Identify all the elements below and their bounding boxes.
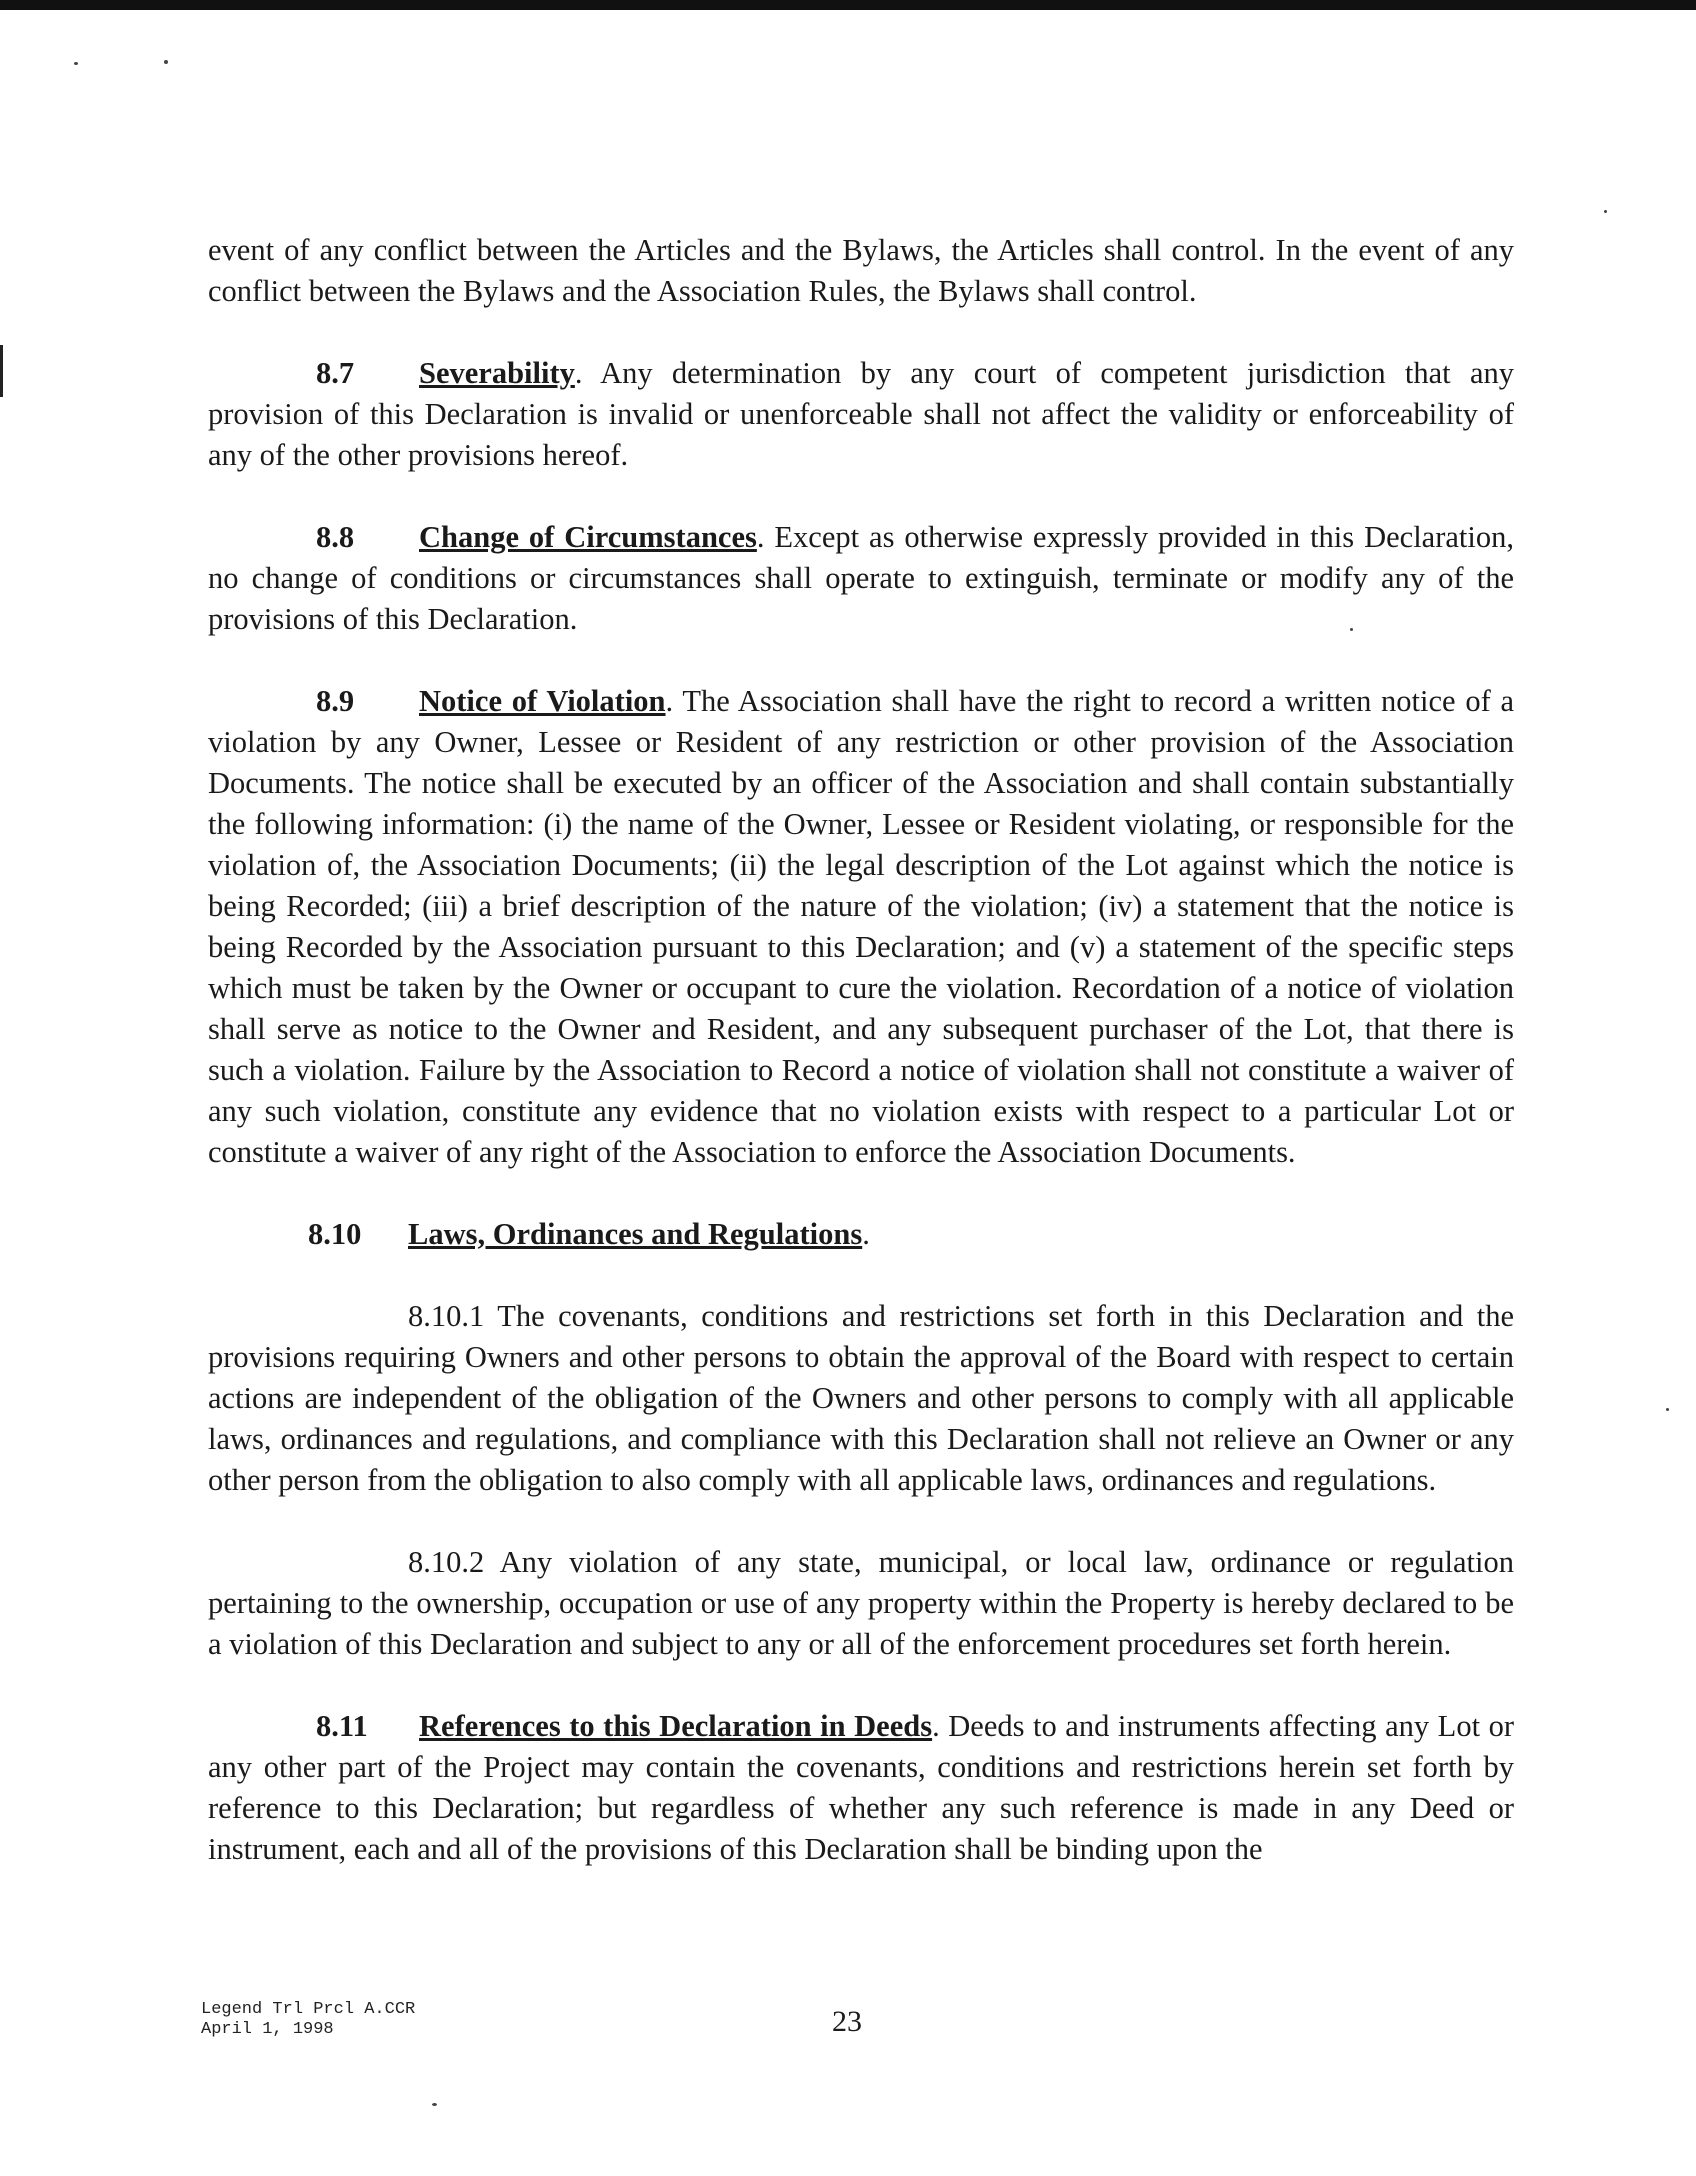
page-number: 23	[832, 2005, 862, 2038]
subsection-body: Any violation of any state, municipal, or local law, ordinance or regulation pertaining to the ownership, occupation or use of any property within the Property is hereby declared to be a violation of this Declaration and subject to any or all of the enforcement procedures set forth herein.	[208, 1545, 1514, 1661]
section-8-7	[208, 353, 1514, 476]
subsection-8-10-2	[208, 1542, 1514, 1665]
section-number: 8.8	[316, 520, 355, 554]
section-title: References to this Declaration in Deeds	[419, 1709, 933, 1743]
section-body: .	[862, 1217, 870, 1251]
section-number: 8.9	[316, 684, 355, 718]
section-number: 8.11	[316, 1709, 368, 1743]
section-8-11	[208, 1706, 1514, 1870]
scan-speck	[432, 2103, 437, 2106]
section-number: 8.10	[308, 1217, 362, 1251]
scan-top-border	[0, 0, 1696, 10]
section-title: Severability	[419, 356, 575, 390]
document-body	[208, 230, 1514, 1870]
scan-speck	[1604, 210, 1607, 213]
section-title: Laws, Ordinances and Regulations	[408, 1217, 863, 1251]
section-title: Change of Circumstances	[419, 520, 757, 554]
section-8-10-heading	[208, 1214, 1514, 1255]
section-body: . Except as otherwise expressly provided in this Declaration, no change of conditions or circumstances shall operate to extinguish, terminate or modify any of the provisions of this Declaration.	[208, 520, 1514, 636]
section-title: Notice of Violation	[419, 684, 666, 718]
subsection-body: The covenants, conditions and restrictions set forth in this Declaration and the provisions requiring Owners and other persons to obtain the approval of the Board with respect to certain actions are independent of the obligation of the Owners and other persons to comply with all applicable laws, ordinances and regulations, and compliance with this Declaration shall not relieve an Owner or any other person from the obligation to also comply with all applicable laws, ordinances and regulations.	[208, 1299, 1514, 1497]
section-body: . Deeds to and instruments affecting any Lot or any other part of the Project may contain the covenants, conditions and restrictions herein set forth by reference to this Declaration; but regardless of whether any such reference is made in any Deed or instrument, each and all of the provisions of this Declaration shall be binding upon the	[208, 1709, 1514, 1866]
section-8-9	[208, 681, 1514, 1173]
scan-speck	[1666, 1408, 1669, 1411]
subsection-8-10-1	[208, 1296, 1514, 1501]
section-body: . The Association shall have the right to record a written notice of a violation by any Owner, Lessee or Resident of any restriction or other provision of the Association Documents. The notice shall be executed by an officer of the Association and shall contain substantially the following information: (i) the name of the Owner, Lessee or Resident violating, or responsible for the violation of, the Association Documents; (ii) the legal description of the Lot against which the notice is being Recorded; (iii) a brief description of the nature of the violation; (iv) a statement that the notice is being Recorded by the Association pursuant to this Declaration; and (v) a statement of the specific steps which must be taken by the Owner or occupant to cure the violation. Recordation of a notice of violation shall serve as notice to the Owner and Resident, and any subsequent purchaser of the Lot, that there is such a violation. Failure by the Association to Record a notice of violation shall not constitute a waiver of any such violation, constitute any evidence that no violation exists with respect to a particular Lot or constitute a waiver of any right of the Association to enforce the Association Documents.	[208, 684, 1515, 1169]
subsection-number: 8.10.1	[408, 1299, 485, 1333]
section-number: 8.7	[316, 356, 355, 390]
scan-speck	[164, 60, 168, 64]
scan-speck	[74, 62, 78, 65]
subsection-number: 8.10.2	[408, 1545, 485, 1579]
section-8-8	[208, 517, 1514, 640]
intro-paragraph: event of any conflict between the Articles and the Bylaws, the Articles shall control. In the event of any conflict between the Bylaws and the Association Rules, the Bylaws shall control.	[208, 233, 1514, 308]
section-body: . Any determination by any court of competent jurisdiction that any provision of this Declaration is invalid or unenforceable shall not affect the validity or enforceability of any of the other provisions hereof.	[208, 356, 1514, 472]
footer-file-name: Legend Trl Prcl A.CCR	[201, 2000, 416, 2019]
footer-date: April 1, 1998	[201, 2020, 334, 2039]
scan-edge-mark	[0, 345, 3, 397]
footer-file-info	[201, 2000, 415, 2040]
